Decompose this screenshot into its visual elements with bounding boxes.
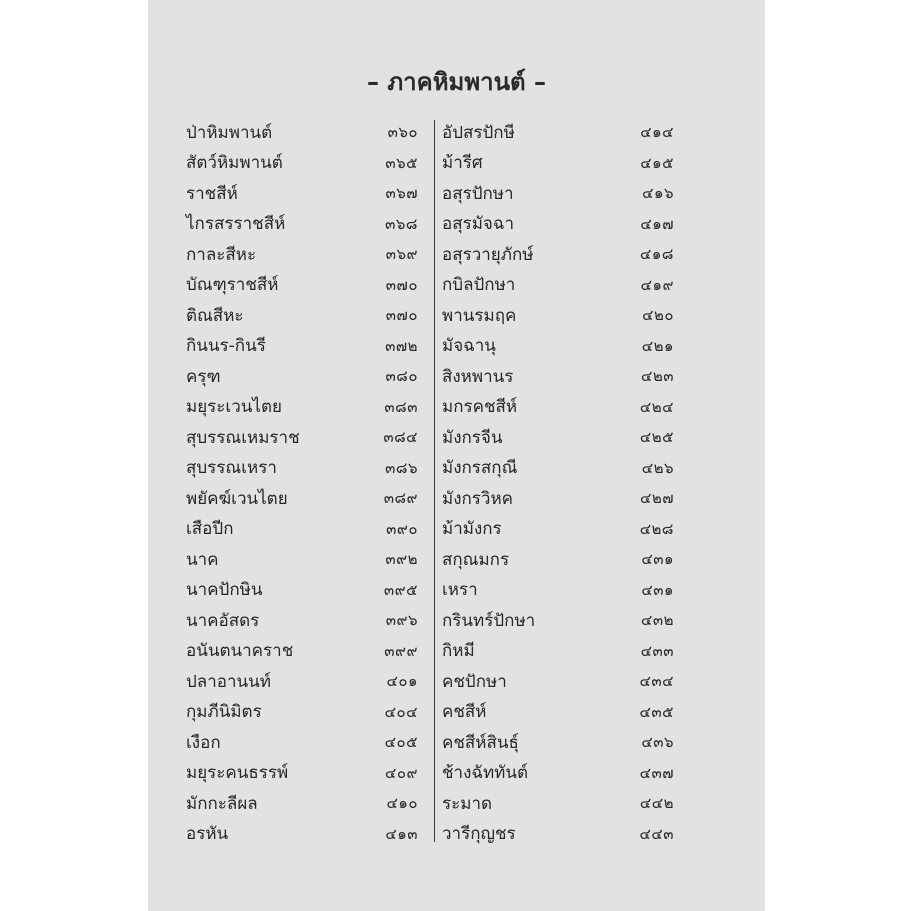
entry-page-number: ๓๙๖	[385, 611, 418, 630]
toc-entry	[186, 819, 418, 850]
toc-entry	[186, 605, 418, 636]
entry-page-number: ๔๒๓	[641, 367, 674, 386]
entry-page-number: ๓๖๗	[385, 184, 418, 203]
toc-entry	[442, 392, 674, 423]
entry-page-number: ๓๙๕	[383, 580, 418, 599]
entry-title: อสุรวายุภักษ์	[442, 244, 534, 265]
entry-title: อรหัน	[186, 824, 229, 845]
toc-entry	[186, 270, 418, 301]
entry-page-number: ๔๑๖	[642, 184, 674, 203]
entry-title: วารีกุญชร	[442, 824, 516, 845]
entry-title: ปลาอานนท์	[186, 671, 271, 692]
toc-entry	[186, 575, 418, 606]
entry-title: ไกรสรราชสีห์	[186, 214, 286, 235]
toc-entry	[442, 483, 674, 514]
toc-entry	[186, 544, 418, 575]
entry-page-number: ๔๔๓	[639, 824, 674, 843]
toc-entry	[186, 117, 418, 148]
entry-page-number: ๔๔๒	[639, 794, 674, 813]
entry-title: มยุระคนธรรพ์	[186, 763, 289, 784]
entry-title: สกุณมกร	[442, 549, 510, 570]
toc-entry	[186, 361, 418, 392]
entry-title: มักกะลีผล	[186, 793, 258, 814]
entry-page-number: ๔๐๕	[384, 733, 418, 752]
entry-page-number: ๔๒๕	[639, 428, 674, 447]
entry-page-number: ๓๘๔	[383, 428, 418, 447]
entry-page-number: ๓๙๙	[384, 641, 418, 660]
entry-page-number: ๔๓๖	[641, 733, 674, 752]
entry-page-number: ๔๐๔	[384, 702, 418, 721]
toc-entry	[442, 178, 674, 209]
toc-entry	[442, 697, 674, 728]
toc-entry	[186, 392, 418, 423]
entry-title: สิงหพานร	[442, 366, 514, 387]
entry-title: นาคอัสดร	[186, 610, 260, 631]
entry-title: ติณสีหะ	[186, 305, 244, 326]
entry-title: พยัคฆ์เวนไตย	[186, 488, 288, 509]
entry-page-number: ๔๓๒	[641, 611, 674, 630]
entry-page-number: ๔๑๕	[640, 153, 674, 172]
entry-title: ช้างฉัททันต์	[442, 763, 529, 784]
toc-entry	[442, 239, 674, 270]
toc-entry	[186, 148, 418, 179]
entry-title: กินนร-กินรี	[186, 336, 266, 357]
entry-page-number: ๓๙๐	[386, 519, 418, 538]
toc-entry	[186, 422, 418, 453]
entry-page-number: ๓๖๕	[385, 153, 418, 172]
toc-entry	[442, 361, 674, 392]
entry-title: คชสีห์สินธุ์	[442, 732, 519, 753]
entry-page-number: ๔๒๘	[639, 519, 674, 538]
entry-page-number: ๔๐๑	[386, 672, 418, 691]
toc-entry	[186, 239, 418, 270]
entry-page-number: ๔๑๗	[640, 214, 674, 233]
entry-title: มังกรสกุณี	[442, 458, 518, 479]
toc-entry	[186, 758, 418, 789]
entry-page-number: ๔๑๐	[386, 794, 418, 813]
entry-title: กิหมี	[442, 641, 475, 662]
section-title: – ภาคหิมพานต์ –	[367, 68, 546, 96]
toc-entry	[442, 636, 674, 667]
entry-page-number: ๔๑๙	[640, 275, 674, 294]
entry-page-number: ๔๒๔	[639, 397, 674, 416]
entry-page-number: ๓๗๒	[385, 336, 418, 355]
entry-title: อัปสรปักษี	[442, 122, 515, 143]
entry-page-number: ๓๗๐	[385, 275, 418, 294]
entry-page-number: ๔๑๘	[640, 245, 674, 264]
entry-page-number: ๔๑๔	[640, 123, 674, 142]
toc-entry	[442, 514, 674, 545]
entry-title: คชปักษา	[442, 671, 507, 692]
book-page	[148, 0, 765, 911]
entry-title: กุมภีนิมิตร	[186, 702, 262, 723]
toc-entry	[186, 697, 418, 728]
entry-page-number: ๓๖๘	[385, 214, 418, 233]
toc-entry	[186, 483, 418, 514]
entry-title: สัตว์หิมพานต์	[186, 153, 283, 174]
toc-entry	[186, 331, 418, 362]
entry-page-number: ๓๘๙	[383, 489, 418, 508]
entry-title: ม้ามังกร	[442, 519, 502, 540]
left-column	[186, 117, 418, 849]
entry-title: กาละสีหะ	[186, 244, 257, 265]
entry-title: มยุระเวนไตย	[186, 397, 282, 418]
entry-page-number: ๔๓๕	[639, 702, 674, 721]
toc-entry	[442, 819, 674, 850]
entry-title: มังกรวิหค	[442, 488, 514, 509]
toc-entry	[442, 148, 674, 179]
toc-entry	[442, 575, 674, 606]
toc-entry	[186, 636, 418, 667]
entry-title: ครุฑ	[186, 366, 221, 387]
entry-page-number: ๓๖๙	[385, 245, 418, 264]
entry-page-number: ๔๒๖	[641, 458, 674, 477]
toc-entry	[186, 300, 418, 331]
toc-entry	[442, 758, 674, 789]
entry-title: เสือปีก	[186, 519, 234, 540]
toc-entry	[186, 514, 418, 545]
entry-page-number: ๔๓๑	[641, 550, 674, 569]
entry-title: มังกรจีน	[442, 427, 503, 448]
toc-entry	[442, 209, 674, 240]
toc-entry	[442, 117, 674, 148]
toc-entry	[442, 605, 674, 636]
toc-entry	[442, 544, 674, 575]
entry-title: นาคปักษิน	[186, 580, 263, 601]
entry-title: ม้ารีศ	[442, 153, 483, 174]
entry-title: ป่าหิมพานต์	[186, 122, 273, 143]
entry-title: มกรคชสีห์	[442, 397, 518, 418]
entry-page-number: ๓๗๐	[385, 306, 418, 325]
toc-entry	[442, 300, 674, 331]
entry-title: คชสีห์	[442, 702, 487, 723]
toc-entry	[186, 178, 418, 209]
entry-page-number: ๓๖๐	[387, 123, 418, 142]
toc-entry	[186, 666, 418, 697]
toc-entry	[442, 788, 674, 819]
entry-page-number: ๔๓๓	[640, 641, 674, 660]
toc-entry	[442, 727, 674, 758]
right-column	[442, 117, 674, 849]
entry-page-number: ๔๓๑	[641, 580, 674, 599]
toc-entry	[442, 422, 674, 453]
entry-page-number: ๔๑๓	[385, 824, 418, 843]
entry-title: พานรมฤค	[442, 305, 517, 326]
entry-page-number: ๔๒๗	[639, 489, 674, 508]
entry-title: กรินทร์ปักษา	[442, 610, 536, 631]
toc-entry	[186, 727, 418, 758]
entry-title: กบิลปักษา	[442, 275, 516, 296]
toc-entry	[442, 331, 674, 362]
entry-page-number: ๓๘๖	[385, 458, 418, 477]
toc-entry	[186, 788, 418, 819]
entry-page-number: ๔๓๔	[639, 672, 674, 691]
toc-entry	[186, 209, 418, 240]
entry-page-number: ๔๓๗	[639, 763, 674, 782]
toc-entry	[442, 270, 674, 301]
entry-title: อนันตนาคราช	[186, 641, 294, 662]
entry-title: ราชสีห์	[186, 183, 238, 204]
entry-title: บัณฑุราชสีห์	[186, 275, 279, 296]
entry-title: อสุรมัจฉา	[442, 214, 515, 235]
entry-page-number: ๓๘๐	[385, 367, 418, 386]
entry-title: มัจฉานุ	[442, 336, 496, 357]
entry-page-number: ๔๐๙	[385, 763, 418, 782]
entry-title: สุบรรณเหมราช	[186, 427, 300, 448]
entry-title: นาค	[186, 549, 219, 570]
toc-entry	[442, 453, 674, 484]
entry-title: สุบรรณเหรา	[186, 458, 277, 479]
toc-entry	[186, 453, 418, 484]
entry-title: เหรา	[442, 580, 478, 601]
entry-title: ระมาด	[442, 793, 493, 814]
entry-page-number: ๓๙๒	[385, 550, 418, 569]
toc-entry	[442, 666, 674, 697]
column-divider	[434, 120, 435, 842]
entry-title: เงือก	[186, 732, 221, 753]
entry-page-number: ๓๘๓	[384, 397, 418, 416]
entry-title: อสุรปักษา	[442, 183, 514, 204]
entry-page-number: ๔๒๑	[641, 336, 674, 355]
entry-page-number: ๔๒๐	[642, 306, 674, 325]
